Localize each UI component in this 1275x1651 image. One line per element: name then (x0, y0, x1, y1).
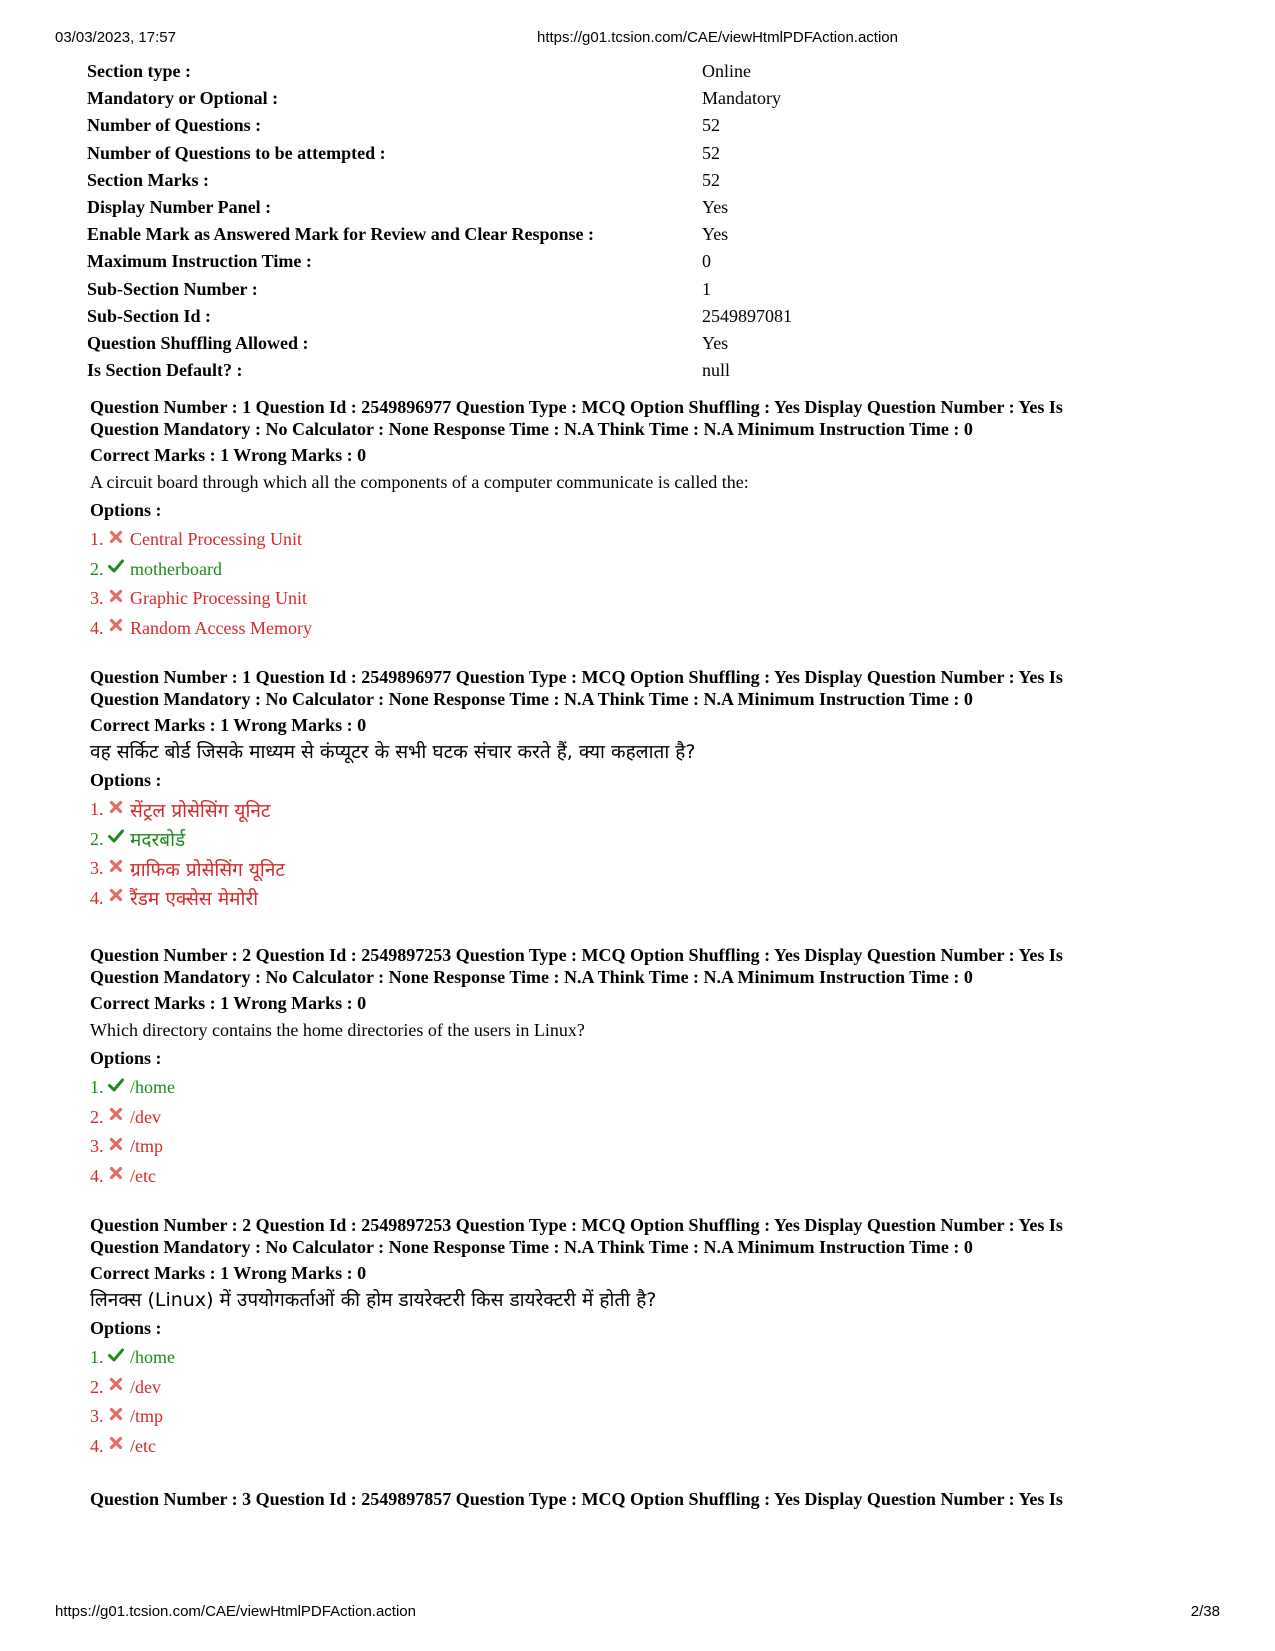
option-number: 2. (90, 1106, 104, 1127)
section-info-label: Number of Questions to be attempted : (87, 142, 386, 163)
question-header-line: Question Mandatory : No Calculator : None Response Time : N.A Think Time : N.A Minimum Instruction Time : 0 (90, 1237, 973, 1257)
options-label: Options : (90, 1318, 162, 1338)
options-label: Options : (90, 1048, 162, 1068)
option-number: 3. (90, 858, 104, 879)
option (90, 854, 1200, 884)
section-info-row (87, 330, 1187, 357)
print-url: https://g01.tcsion.com/CAE/viewHtmlPDFAction.action (537, 29, 898, 46)
section-info-value: Yes (702, 197, 729, 218)
section-info-row (87, 221, 1187, 248)
option-text: रैंडम एक्सेस मेमोरी (130, 888, 259, 911)
section-info-label: Mandatory or Optional : (87, 88, 279, 109)
option-text: Graphic Processing Unit (130, 588, 307, 609)
section-info-label: Sub-Section Number : (87, 278, 258, 299)
section-info-label: Display Number Panel : (87, 197, 272, 218)
section-info-label: Number of Questions : (87, 115, 262, 136)
options-label: Options : (90, 770, 162, 790)
section-info-label: Enable Mark as Answered Mark for Review and Clear Response : (87, 224, 594, 245)
question-header-line: Question Number : 1 Question Id : 2549896977 Question Type : MCQ Option Shuffling : Yes Display Question Number : Yes Is (90, 397, 1063, 417)
option-number: 3. (90, 1406, 104, 1427)
cross-icon (108, 1435, 124, 1451)
section-info-value: 52 (702, 115, 720, 136)
option-text: Central Processing Unit (130, 529, 302, 550)
option (90, 555, 1200, 585)
option (90, 884, 1200, 914)
section-info-row (87, 194, 1187, 221)
option-number: 4. (90, 617, 104, 638)
option-text: /dev (130, 1376, 161, 1397)
option-text: /etc (130, 1165, 156, 1186)
question-text: वह सर्किट बोर्ड जिसके माध्यम से कंप्यूटर के सभी घटक संचार करते हैं, क्या कहलाता है? (90, 741, 696, 763)
option-text: मदरबोर्ड (130, 829, 186, 852)
question-block (90, 1488, 1200, 1510)
section-info-row (87, 357, 1187, 384)
option-text: /home (130, 1347, 175, 1368)
option-number: 1. (90, 1347, 104, 1368)
print-datetime: 03/03/2023, 17:57 (55, 29, 176, 46)
check-icon (108, 558, 124, 574)
option (90, 1162, 1200, 1192)
section-info-label: Section type : (87, 61, 191, 82)
cross-icon (108, 858, 124, 874)
section-info-label: Question Shuffling Allowed : (87, 332, 309, 353)
question-text: A circuit board through which all the components of a computer communicate is called the: (90, 472, 749, 492)
section-info-label: Is Section Default? : (87, 360, 243, 381)
option (90, 1132, 1200, 1162)
question-header (90, 1214, 1200, 1258)
cross-icon (108, 1376, 124, 1392)
option-text: ग्राफिक प्रोसेसिंग यूनिट (130, 858, 285, 881)
cross-icon (108, 1136, 124, 1152)
option-text: /tmp (130, 1136, 164, 1157)
section-info-value: 2549897081 (702, 305, 792, 326)
option (90, 1402, 1200, 1432)
question-header-line: Question Mandatory : No Calculator : None Response Time : N.A Think Time : N.A Minimum Instruction Time : 0 (90, 419, 973, 439)
cross-icon (108, 1406, 124, 1422)
question-block (90, 666, 1200, 913)
option-number: 1. (90, 529, 104, 550)
option (90, 525, 1200, 555)
option-text: Random Access Memory (130, 617, 312, 638)
question-text: Which directory contains the home directories of the users in Linux? (90, 1020, 585, 1040)
section-info-label: Sub-Section Id : (87, 305, 212, 326)
question-block (90, 396, 1200, 643)
question-header (90, 944, 1200, 988)
section-info-value: null (702, 360, 731, 381)
option (90, 1073, 1200, 1103)
question-header-line: Question Mandatory : No Calculator : None Response Time : N.A Think Time : N.A Minimum Instruction Time : 0 (90, 967, 973, 987)
section-info-value: Mandatory (702, 88, 781, 109)
option-number: 2. (90, 828, 104, 849)
option (90, 795, 1200, 825)
option-text: /dev (130, 1106, 161, 1127)
section-info-value: 0 (702, 251, 711, 272)
option-text: /etc (130, 1435, 156, 1456)
option-number: 4. (90, 1435, 104, 1456)
options-list (90, 525, 1200, 643)
section-info-row (87, 140, 1187, 167)
question-block (90, 944, 1200, 1191)
option-number: 4. (90, 1165, 104, 1186)
section-info-row (87, 276, 1187, 303)
section-info-row (87, 112, 1187, 139)
option-text: /home (130, 1077, 175, 1098)
cross-icon (108, 529, 124, 545)
option (90, 1373, 1200, 1403)
page-number: 2/38 (1190, 1603, 1220, 1620)
section-info-value: Online (702, 61, 751, 82)
cross-icon (108, 1165, 124, 1181)
option-number: 3. (90, 588, 104, 609)
question-header (90, 396, 1200, 440)
options-label: Options : (90, 500, 162, 520)
option-text: motherboard (130, 558, 222, 579)
question-header-line: Question Number : 2 Question Id : 2549897253 Question Type : MCQ Option Shuffling : Yes Display Question Number : Yes Is (90, 1215, 1063, 1235)
check-icon (108, 828, 124, 844)
option-number: 2. (90, 1376, 104, 1397)
option-number: 4. (90, 887, 104, 908)
cross-icon (108, 1106, 124, 1122)
print-footer-url: https://g01.tcsion.com/CAE/viewHtmlPDFAction.action (55, 1603, 416, 1620)
section-info-row (87, 167, 1187, 194)
question-marks: Correct Marks : 1 Wrong Marks : 0 (90, 445, 367, 465)
option-text: सेंट्रल प्रोसेसिंग यूनिट (130, 799, 271, 822)
question-header-line: Question Number : 1 Question Id : 2549896977 Question Type : MCQ Option Shuffling : Yes Display Question Number : Yes Is (90, 667, 1063, 687)
section-info-row (87, 58, 1187, 85)
options-list (90, 795, 1200, 913)
option (90, 614, 1200, 644)
option-text: /tmp (130, 1406, 164, 1427)
question-header-line: Question Number : 2 Question Id : 2549897253 Question Type : MCQ Option Shuffling : Yes Display Question Number : Yes Is (90, 945, 1063, 965)
option-number: 1. (90, 799, 104, 820)
question-marks: Correct Marks : 1 Wrong Marks : 0 (90, 993, 367, 1013)
option-number: 2. (90, 558, 104, 579)
question-header-line: Question Mandatory : No Calculator : None Response Time : N.A Think Time : N.A Minimum Instruction Time : 0 (90, 689, 973, 709)
section-info-row (87, 85, 1187, 112)
cross-icon (108, 887, 124, 903)
check-icon (108, 1077, 124, 1093)
option (90, 584, 1200, 614)
section-info-value: 52 (702, 169, 720, 190)
section-info-label: Section Marks : (87, 169, 209, 190)
options-list (90, 1343, 1200, 1461)
section-info-value: 52 (702, 142, 720, 163)
check-icon (108, 1347, 124, 1363)
section-info-label: Maximum Instruction Time : (87, 251, 312, 272)
question-block (90, 1214, 1200, 1461)
option (90, 1432, 1200, 1462)
option (90, 1343, 1200, 1373)
section-info-value: 1 (702, 278, 711, 299)
section-info-value: Yes (702, 332, 729, 353)
options-list (90, 1073, 1200, 1191)
question-header (90, 1488, 1200, 1510)
option (90, 1103, 1200, 1133)
question-marks: Correct Marks : 1 Wrong Marks : 0 (90, 715, 367, 735)
cross-icon (108, 588, 124, 604)
section-info (87, 58, 1187, 384)
option-number: 3. (90, 1136, 104, 1157)
question-text: लिनक्स (Linux) में उपयोगकर्ताओं की होम डायरेक्टरी किस डायरेक्टरी में होती है? (90, 1289, 657, 1311)
cross-icon (108, 617, 124, 633)
section-info-row (87, 303, 1187, 330)
question-header-line: Question Number : 3 Question Id : 2549897857 Question Type : MCQ Option Shuffling : Yes Display Question Number : Yes Is (90, 1489, 1063, 1509)
option (90, 825, 1200, 855)
question-marks: Correct Marks : 1 Wrong Marks : 0 (90, 1263, 367, 1283)
option-number: 1. (90, 1077, 104, 1098)
section-info-value: Yes (702, 224, 729, 245)
section-info-row (87, 248, 1187, 275)
cross-icon (108, 799, 124, 815)
question-header (90, 666, 1200, 710)
